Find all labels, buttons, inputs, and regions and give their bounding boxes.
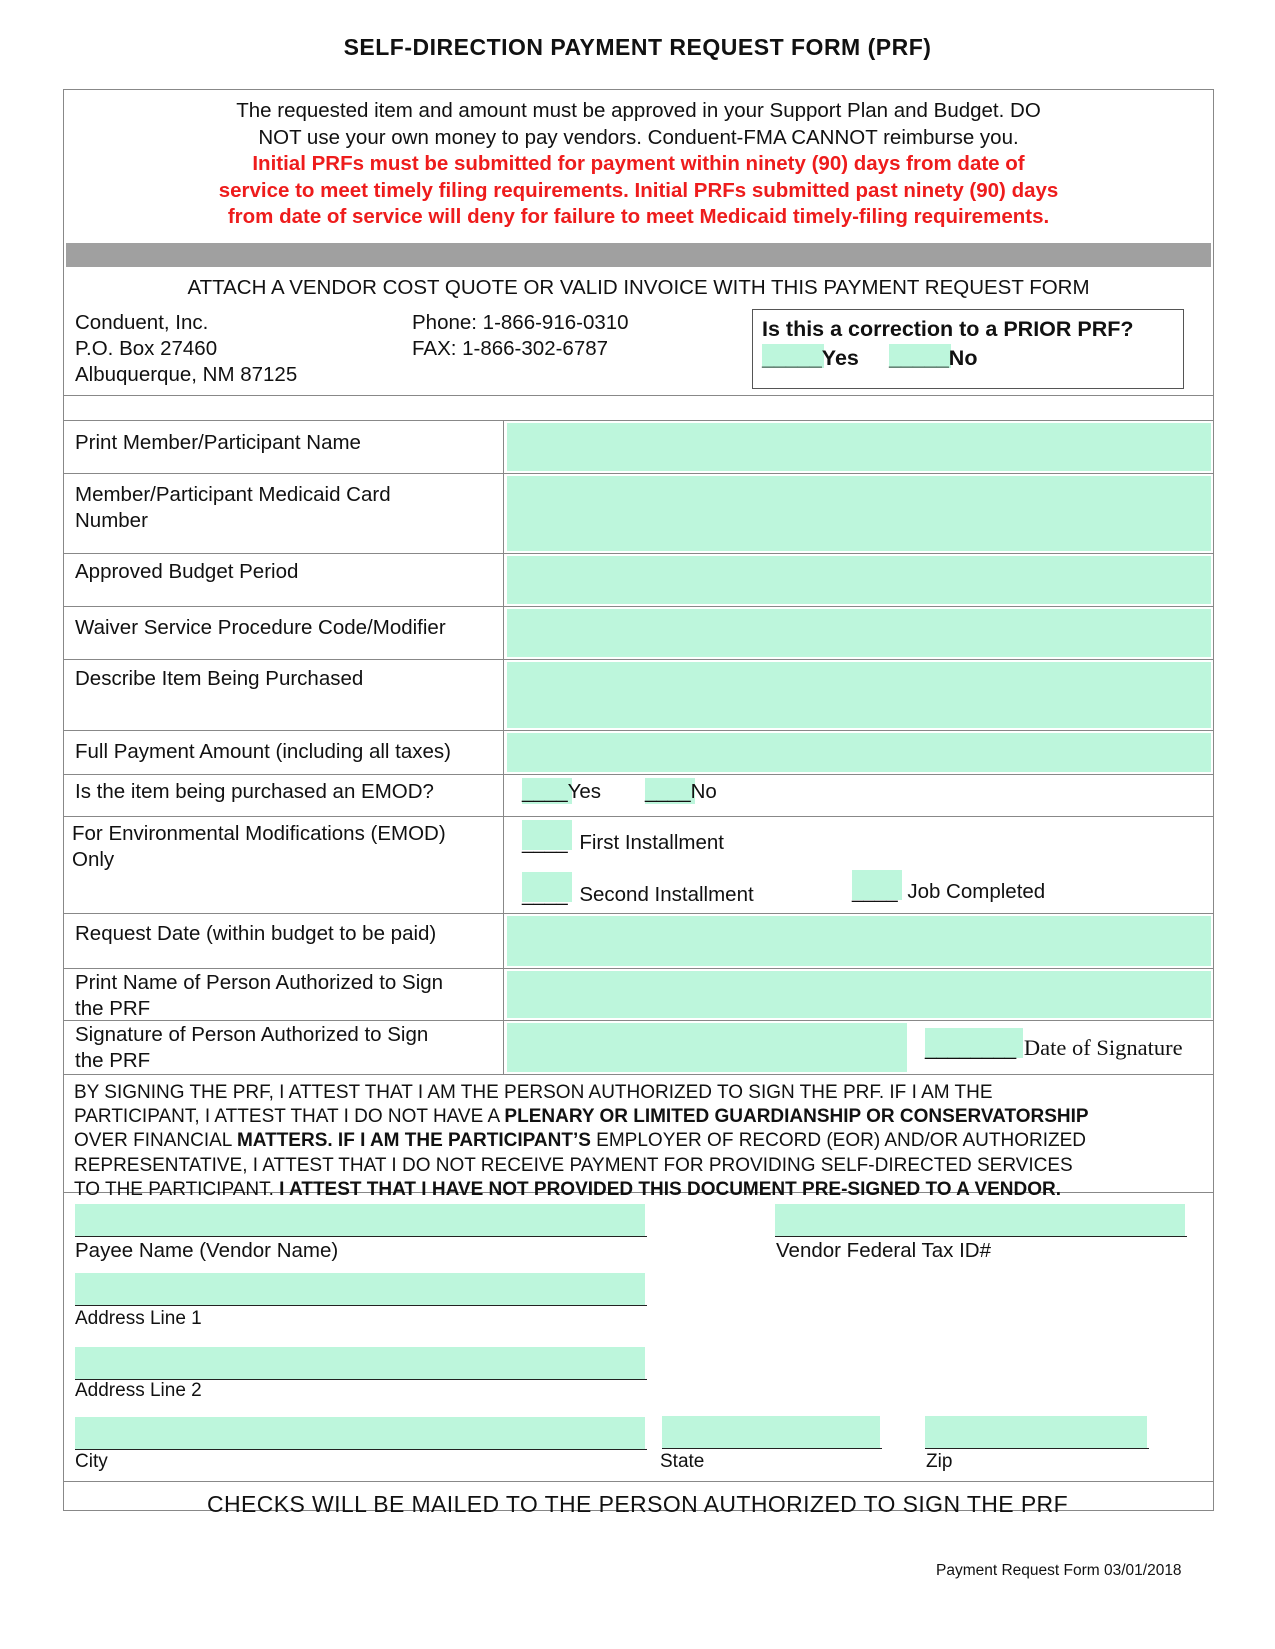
city-state-zip: Albuquerque, NM 87125 [75, 363, 298, 386]
emod-only-label [72, 821, 446, 873]
medicaid-number-label [75, 482, 391, 534]
address-line-1-label: Address Line 1 [75, 1308, 202, 1329]
payee-name-field[interactable] [75, 1204, 645, 1237]
emod-only-line-1: For Environmental Modifications (EMOD) [72, 822, 446, 845]
po-box: P.O. Box 27460 [75, 337, 218, 360]
zip-label: Zip [926, 1451, 953, 1472]
attach-notice: ATTACH A VENDOR COST QUOTE OR VALID INVOICE WITH THIS PAYMENT REQUEST FORM [187, 276, 1090, 299]
signature-date-blank: ________ [925, 1037, 1017, 1060]
signature-line-1: Signature of Person Authorized to Sign [75, 1023, 429, 1046]
city-field[interactable] [75, 1417, 645, 1450]
tax-id-field[interactable] [775, 1204, 1185, 1237]
attestation-line-1: BY SIGNING THE PRF, I ATTEST THAT I AM THE PERSON AUTHORIZED TO SIGN THE PRF. IF I AM THE [74, 1082, 993, 1103]
notice-line-1: The requested item and amount must be approved in your Support Plan and Budget. DO [236, 99, 1041, 122]
payment-amount-field[interactable] [507, 733, 1211, 772]
procedure-code-label: Waiver Service Procedure Code/Modifier [75, 616, 446, 639]
correction-yes-label: Yes [821, 346, 859, 370]
address-line-2-field[interactable] [75, 1347, 645, 1380]
authorized-name-field[interactable] [507, 971, 1211, 1018]
signature-field[interactable] [507, 1023, 907, 1072]
signature-label [75, 1022, 428, 1074]
medicaid-number-field[interactable] [507, 476, 1211, 551]
correction-question: Is this a correction to a PRIOR PRF? [762, 317, 1134, 341]
emod-no-blank: ____ [645, 780, 691, 803]
procedure-code-field[interactable] [507, 609, 1211, 657]
budget-period-field[interactable] [507, 556, 1211, 604]
attestation-line-2 [74, 1105, 1210, 1129]
correction-no-label: No [948, 346, 978, 370]
mailing-address [75, 310, 297, 388]
fax-number: FAX: 1-866-302-6787 [412, 337, 609, 360]
second-installment-label: Second Installment [579, 883, 754, 906]
request-date-label: Request Date (within budget to be paid) [75, 922, 437, 945]
notice-red-line-3: from date of service will deny for failure to meet Medicaid timely-filing requirements. [227, 205, 1050, 228]
job-completed-blank: ____ [852, 880, 898, 903]
job-completed-label: Job Completed [907, 880, 1046, 903]
request-date-field[interactable] [507, 916, 1211, 966]
emod-no-option [645, 779, 717, 805]
notice-red-line-1: Initial PRFs must be submitted for payment within ninety (90) days from date of [252, 152, 1025, 175]
attestation-line-2-bold: PLENARY OR LIMITED GUARDIANSHIP OR CONSERVATORSHIP [504, 1106, 1089, 1128]
payment-amount-label: Full Payment Amount (including all taxes) [75, 740, 452, 763]
first-installment-blank: ____ [522, 831, 568, 854]
city-label: City [75, 1451, 108, 1472]
attestation-line-3-bold: MATTERS. IF I AM THE PARTICIPANT’S [236, 1130, 591, 1152]
notice-red-line-2: service to meet timely filing requirements. Initial PRFs submitted past ninety (90) days [218, 178, 1059, 202]
job-completed-option [852, 879, 1045, 905]
authorized-name-line-1: Print Name of Person Authorized to Sign [75, 971, 444, 994]
attestation-line-4: REPRESENTATIVE, I ATTEST THAT I DO NOT RECEIVE PAYMENT FOR PROVIDING SELF-DIRECTED SERVICES [74, 1154, 1073, 1176]
divider-bar [66, 243, 1211, 267]
signature-line-2: the PRF [75, 1049, 151, 1072]
checks-mailed-notice: CHECKS WILL BE MAILED TO THE PERSON AUTHORIZED TO SIGN THE PRF [206, 1491, 1069, 1517]
emod-yes-option [522, 779, 601, 805]
payee-name-label: Payee Name (Vendor Name) [75, 1239, 339, 1262]
emod-yes-blank: ____ [522, 780, 568, 803]
attestation-line-2-text: PARTICIPANT, I ATTEST THAT I DO NOT HAVE A [74, 1106, 505, 1128]
date-of-signature-label: Date of Signature [1023, 1035, 1183, 1060]
correction-no-blank: _____ [889, 346, 949, 370]
emod-no-label: No [690, 780, 717, 803]
signature-date-option [925, 1035, 1183, 1062]
first-installment-option [522, 830, 724, 856]
medicaid-label-line-1: Member/Participant Medicaid Card [75, 483, 391, 506]
attestation-line-5-text: TO THE PARTICIPANT. [74, 1178, 280, 1200]
company-name: Conduent, Inc. [75, 311, 209, 334]
first-installment-label: First Installment [579, 831, 724, 854]
second-installment-option [522, 882, 754, 908]
attestation-line-3-text: OVER FINANCIAL [74, 1130, 237, 1152]
attestation-text [74, 1081, 1210, 1202]
member-name-label: Print Member/Participant Name [75, 431, 361, 454]
notice-line-2: NOT use your own money to pay vendors. Conduent-FMA CANNOT reimburse you. [258, 125, 1019, 149]
second-installment-blank: ____ [522, 883, 568, 906]
authorized-name-label [75, 970, 443, 1022]
correction-yes-blank: _____ [762, 346, 822, 370]
medicaid-label-line-2: Number [75, 509, 148, 532]
emod-question-label: Is the item being purchased an EMOD? [75, 780, 434, 803]
attestation-line-3 [74, 1129, 1210, 1153]
notice-block [66, 98, 1211, 231]
zip-field[interactable] [925, 1416, 1147, 1449]
authorized-name-line-2: the PRF [75, 997, 151, 1020]
correction-no-option [889, 346, 977, 371]
tax-id-label: Vendor Federal Tax ID# [776, 1239, 991, 1262]
member-name-field[interactable] [507, 423, 1211, 471]
form-title: SELF-DIRECTION PAYMENT REQUEST FORM (PRF) [343, 34, 932, 60]
address-line-2-label: Address Line 2 [75, 1380, 202, 1401]
item-description-field[interactable] [507, 662, 1211, 728]
emod-yes-label: Yes [567, 780, 602, 803]
state-label: State [660, 1451, 705, 1472]
correction-yes-option [762, 346, 859, 371]
state-field[interactable] [662, 1416, 880, 1449]
item-description-label: Describe Item Being Purchased [75, 667, 364, 690]
form-version: Payment Request Form 03/01/2018 [936, 1562, 1182, 1579]
emod-only-line-2: Only [72, 848, 115, 871]
attestation-line-5-bold: I ATTEST THAT I HAVE NOT PROVIDED THIS DOCUMENT PRE-SIGNED TO A VENDOR. [279, 1178, 1062, 1200]
attestation-line-3-tail: EMPLOYER OF RECORD (EOR) AND/OR AUTHORIZED [590, 1130, 1087, 1152]
contact-info [412, 310, 629, 362]
attestation-line-5 [74, 1178, 1210, 1202]
budget-period-label: Approved Budget Period [75, 560, 299, 583]
address-line-1-field[interactable] [75, 1273, 645, 1306]
phone-number: Phone: 1-866-916-0310 [412, 311, 629, 334]
